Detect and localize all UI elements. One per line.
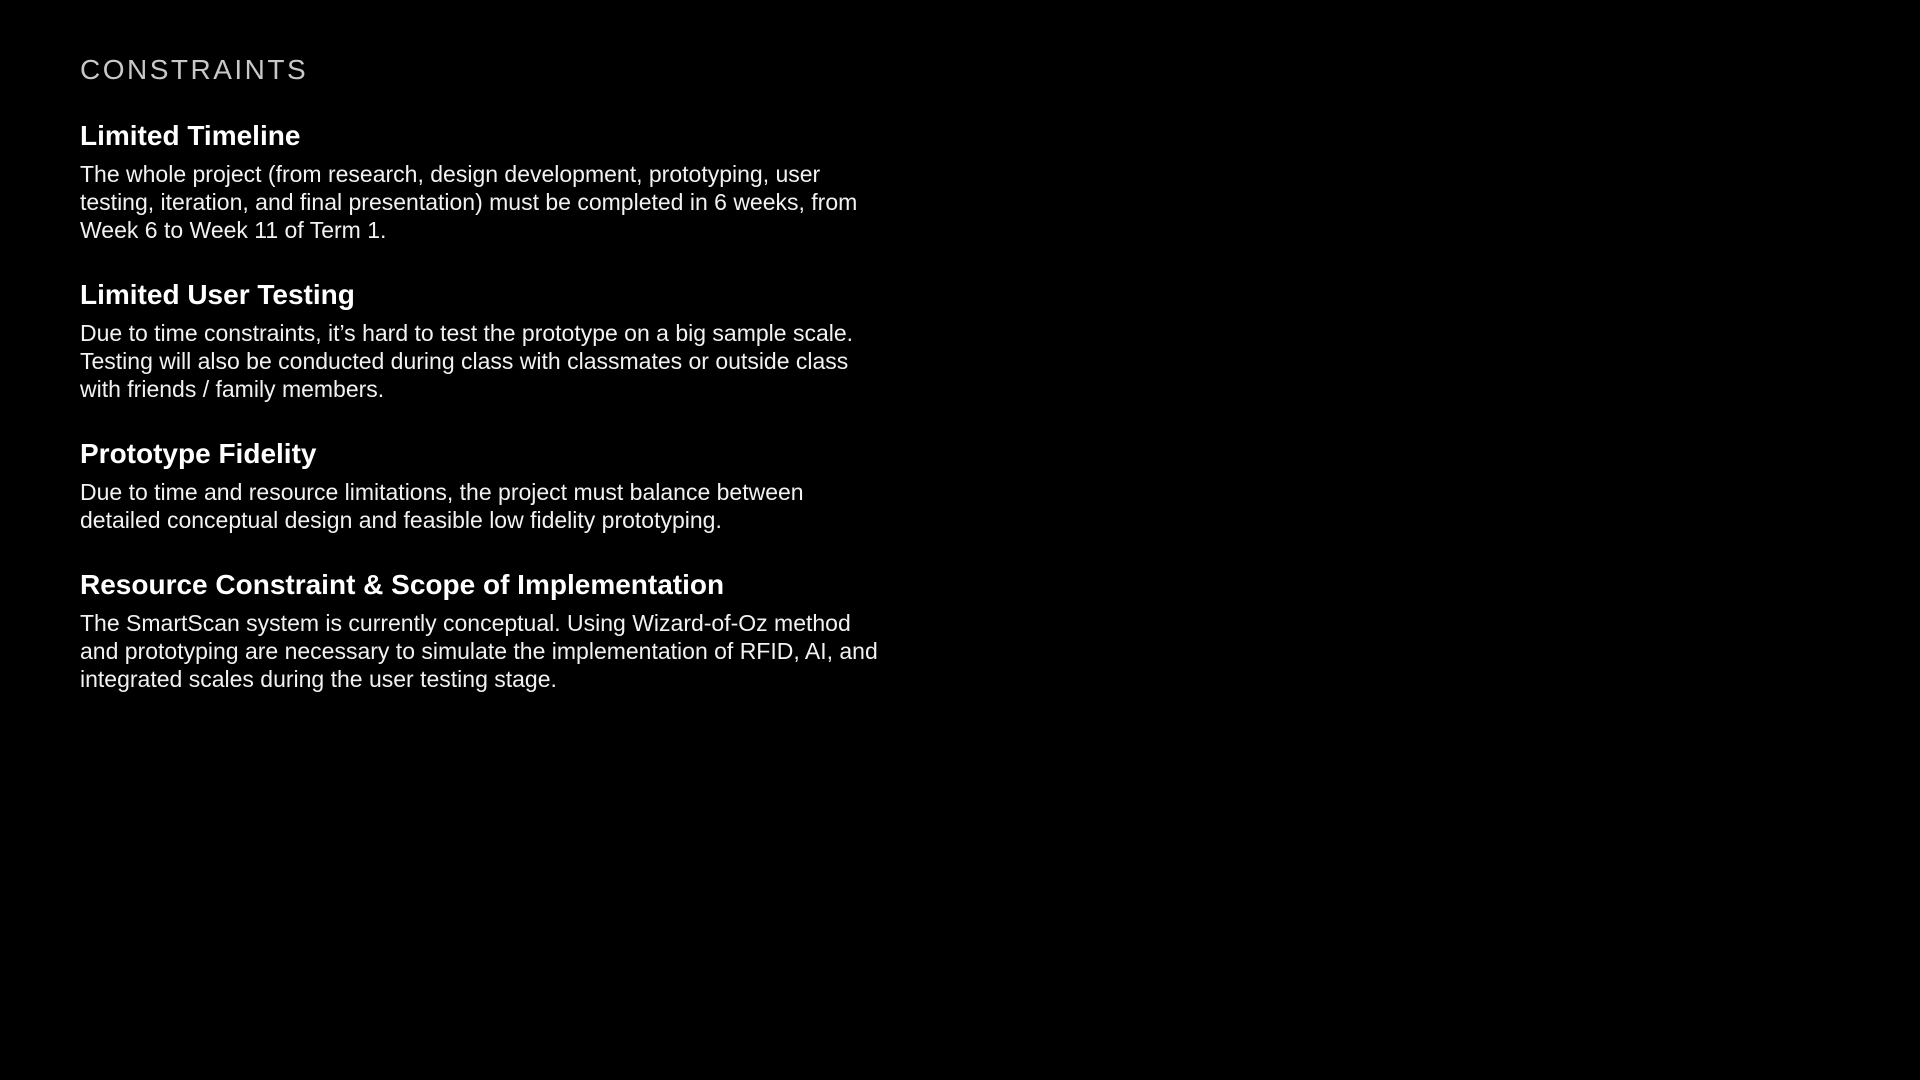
constraint-title: Limited User Testing (80, 279, 355, 310)
constraint-item (80, 436, 900, 534)
constraint-item (80, 118, 900, 244)
constraint-description: Due to time and resource limitations, the project must balance between detailed conceptual design and feasible low fidelity prototyping. (80, 479, 804, 533)
constraint-description: The whole project (from research, design development, prototyping, user testing, iteration, and final presentation) must be completed in 6 weeks, from Week 6 to Week 11 of Term 1. (80, 161, 858, 243)
constraint-title: Resource Constraint & Scope of Implementation (80, 569, 725, 600)
constraint-item (80, 567, 900, 693)
constraint-description: The SmartScan system is currently conceptual. Using Wizard-of-Oz method and prototyping are necessary to simulate the implementation of RFID, AI, and integrated scales during the user testing stage. (80, 610, 878, 692)
constraint-item (80, 277, 900, 403)
constraint-title: Prototype Fidelity (80, 438, 317, 469)
constraints-content (80, 52, 900, 726)
section-label: CONSTRAINTS (80, 54, 309, 85)
constraint-title: Limited Timeline (80, 120, 301, 151)
constraint-description: Due to time constraints, it’s hard to test the prototype on a big sample scale. Testing will also be conducted during class with classmates or outside class with friends / family members. (80, 320, 854, 402)
